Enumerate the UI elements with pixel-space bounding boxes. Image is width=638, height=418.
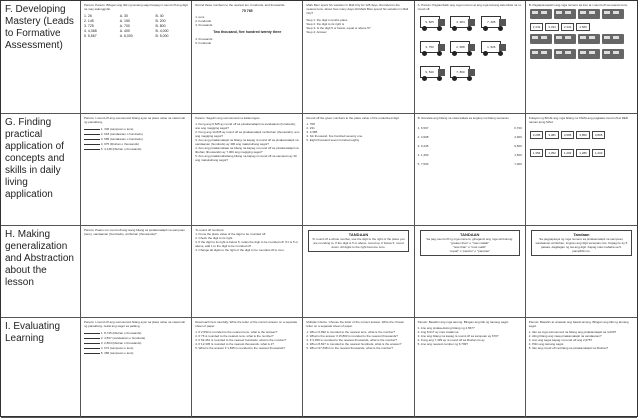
f2-caption: Two thousand, five hundred twenty three <box>213 30 282 34</box>
g-cell-3 <box>303 114 414 226</box>
row-label-f-text: F. Developing Mastery (Leads to Formative Assessment) <box>5 4 74 51</box>
g3-item: 5. Eight thousand seven hundred eighty <box>306 138 360 142</box>
g2-item: 5. Ano ang pinakamababang bilang na kapag ni-round off sa sampuan ay 30 ang makukuhang sagot? <box>195 154 297 162</box>
i5-item: 4. Piliin ang tamang sagot <box>528 342 564 346</box>
truck-label: 4, 984 <box>450 16 470 28</box>
i-cell-5 <box>526 318 637 418</box>
train-icon <box>554 49 576 59</box>
f-cell-3 <box>303 1 414 114</box>
f1-item: 5. 5,567 <box>84 34 97 38</box>
f3-step: Step 1: the digit in tenths place <box>306 18 348 22</box>
g5-value: 3,295 <box>530 131 544 139</box>
g3-intro: Round off the given numbers to the place value of the underlined digit. <box>306 116 400 120</box>
g4-right-list <box>514 126 522 171</box>
g3-item: 4. Six thousand, five hundred seventy one <box>306 134 363 138</box>
f-cell-5 <box>526 1 637 114</box>
g5-value: 3,381 <box>545 131 559 139</box>
train-icon <box>554 9 576 19</box>
truck-label: 9, 540 <box>420 66 440 78</box>
i5-intro: Panuto: Basahin at unawain ang bawat tanong. Bilugan ang titik ng tamang sagot. <box>528 320 629 328</box>
g4-left-list <box>418 126 429 171</box>
g4-right: 6,700 <box>514 126 522 130</box>
i-cell-1 <box>81 318 192 418</box>
train-row <box>529 47 634 62</box>
train-icon <box>530 9 552 19</box>
g1-item: 1. 345 (sampuan o tens) <box>100 127 134 131</box>
f2-line: 2. hundreds <box>195 19 212 23</box>
truck-label: 5, 825 <box>420 16 440 28</box>
f1-item: 1. 26 <box>84 14 92 18</box>
truck-icon <box>420 64 446 82</box>
i3-item: 1. When 6,892 is rounded to the nearest tens, what is the number? <box>306 330 396 334</box>
f1-item: 4. 4,368 <box>84 29 97 33</box>
row-label-g <box>1 114 81 226</box>
f1-items <box>84 14 188 38</box>
f1-a: A. 400 <box>119 29 130 33</box>
h2-intro: To round off numbers: <box>195 228 225 232</box>
h-cell-2 <box>192 226 303 318</box>
g1-intro: Panuto: I-round off ang sumusunod bilang ayon sa place value na nasa loob ng panaklong. <box>84 116 186 124</box>
g2-item: 1. Kung ang 9,525 ay round off sa pinakamalapit na sandaanan (hundreds), ano ang magiging sagot? <box>195 122 296 130</box>
i4-item: 3. Ano ang bilang na kapag ni-round off sa sampuan ay 670? <box>417 334 499 338</box>
i-cell-2 <box>192 318 303 418</box>
g5-value: 3,695 <box>561 131 575 139</box>
g4-left: 3. 9,445 <box>417 144 429 148</box>
g2-item: 2. Kung ang 14,845 ay round off sa pinakamalapit na libuhan (thousands), ano ang magiging sagot? <box>195 130 300 138</box>
f3-step: Step 3: Is the digit 5 or below, equal or above 5? <box>306 26 371 30</box>
i4-item: 1. Ano ang pinaka-dulong bilang ng 4,567? <box>417 326 475 330</box>
f3-intro: Mark Bien spent his vacation in Mall City for 125 days. Rounded to the nearest tens, about how many days did Mark Bien spend his vacation in Mall City? <box>306 3 409 15</box>
g3-item: 2. 231 <box>306 126 315 130</box>
g5-value: 1,233 <box>592 149 606 157</box>
i1-item: 5. 386 (sampuan o tens) <box>100 351 134 355</box>
i3-item: 5. When 97,548 is to the nearest thousands, what is the number? <box>306 346 394 350</box>
h-cell-3 <box>303 226 414 318</box>
i3-intro: Multiple Choice. Choose the letter of the correct answer. Write the chosen letter on a separate sheet of paper. <box>306 320 405 328</box>
g4-right: 9,500 <box>514 144 522 148</box>
g-cell-2 <box>192 114 303 226</box>
i1-item: 4. 672 (sampuan o tens) <box>100 346 134 350</box>
train-value: 3,333 <box>545 23 559 31</box>
tandaan-title: Tandaan <box>573 232 590 237</box>
tandaan-line: Sa pag-round off ng mga numero, ginagamit ang mga simbolong: <box>426 237 514 241</box>
i5-item: 3. Ano ang sagot kapag ni-round off ang 2,675? <box>528 338 593 342</box>
truck-icon <box>420 39 446 57</box>
f2-line: 5. hundreds <box>195 41 212 45</box>
train-value: 2,349 <box>530 23 544 31</box>
i4-item: 4. Kung ang 7,499 ay ni-round off sa libuhan ito ay <box>417 338 485 342</box>
truck-label: 2, 688 <box>450 41 470 53</box>
f4-intro: A. Panuto: Pagtambalin ang mga numero at ang mga tamang katumbas na ni-round off. <box>417 3 522 11</box>
f2-number: 75 765 <box>241 9 253 13</box>
truck-icon <box>450 39 476 57</box>
g5-value: 3,805 <box>592 131 606 139</box>
g1-item: 4. 975 (libuhan o thousands) <box>100 142 139 146</box>
train-values <box>529 22 634 32</box>
train-icon <box>578 49 600 59</box>
f1-b: B. 4,000 <box>155 29 169 33</box>
truck-label: 7, 405 <box>481 16 501 28</box>
g5-value: 1,352 <box>545 149 559 157</box>
f1-b: B. 5,000 <box>155 34 169 38</box>
g5-value: 1,286 <box>576 149 590 157</box>
i2-intro: Read each item carefully. Write the letter of the correct answer on a separate sheet of paper. <box>195 320 298 328</box>
g5-value: 1,356 <box>530 149 544 157</box>
i5-item: 2. Aling bilang ang nasa pinakamalapit na sandaanan? <box>528 334 602 338</box>
f-cell-1 <box>81 1 192 114</box>
g3-item: 3. 3,385 <box>306 130 318 134</box>
f1-a: A. 30 <box>119 14 128 18</box>
truck-icon <box>420 14 446 32</box>
row-label-f <box>1 1 81 114</box>
truck-icon <box>450 64 476 82</box>
h2-item: 1. Know the place value of the digit to be rounded off. <box>195 232 267 236</box>
f2-line: 4. thousands <box>195 37 213 41</box>
g2-item: 4. Ano ang pinakamataas na bilang na kapag ni-round off sa pinakamalapit na libuhan (thousands) ay 7,000 ang magiging sagot? <box>195 146 299 154</box>
tandaan-box <box>531 230 632 256</box>
tandaan-box <box>420 230 520 256</box>
f1-b: B. 800 <box>155 24 166 28</box>
g4-left: 1. 6,597 <box>417 126 429 130</box>
f1-a: A. 6,000 <box>119 34 133 38</box>
i1-item: 2. 4,567 (sandaanan o hundreds) <box>100 336 146 340</box>
tandaan-body: Sa pagpapasya ng mga numero sa pinakamalapit na sampuan, sandaanan at libuhan, tingnan ang digit sa kanan nito. Kapag ito ay 5 pataas, dagdagan ng isa ang digit. Kapag mas mababa sa 5, panatilihin ito. <box>535 237 628 253</box>
train-icon <box>578 34 600 44</box>
g4-right: 1,500 <box>514 153 522 157</box>
g5-value: 3,850 <box>576 131 590 139</box>
g1-item: 5. 4,148 (libuhan o thousands) <box>100 147 142 151</box>
train-icon <box>530 34 552 44</box>
g4-left: 5. 7,500 <box>417 162 429 166</box>
f1-b: B. 40 <box>155 14 164 18</box>
h2-item: 4. Change all digits to the right of the digit to be rounded off to zero. <box>195 248 285 252</box>
train-value: 2,333 <box>561 23 575 31</box>
row-label-i <box>1 318 81 418</box>
f3-step: Step 4: Answer <box>306 30 327 34</box>
truck-group <box>418 11 522 86</box>
f1-a: A. 150 <box>119 19 130 23</box>
i2-item: 4. If 12,345 is rounded to the nearest thousands, what is it? <box>195 342 274 346</box>
truck-icon <box>481 39 507 57</box>
row-label-g-text: G. Finding practical application of concepts and skills in daily living application <box>5 117 65 200</box>
truck-label: 1, 526 <box>481 41 501 53</box>
train-row <box>529 32 634 47</box>
g4-right: 4,900 <box>514 135 522 139</box>
tandaan-body: To round off a whole number, use the digit to the right of the place you are rounding to. If the digit is 5 or above, round up. If below 5, round down. All digits to the right become zero. <box>312 237 405 249</box>
train-row <box>529 7 634 22</box>
f1-item: 3. 725 <box>84 24 94 28</box>
g4-left: 2. 4,908 <box>417 135 429 139</box>
tandaan-title: TANDAAN <box>348 232 369 237</box>
train-icon <box>530 49 552 59</box>
train-icon <box>554 34 576 44</box>
train-icon <box>578 9 600 19</box>
tandaan-title: TANDAAN <box>459 232 480 237</box>
tandaan-box <box>308 230 408 252</box>
i-cell-4 <box>415 318 526 418</box>
h-cell-5 <box>526 226 637 318</box>
g-cell-4 <box>415 114 526 226</box>
f1-item: 2. 145 <box>84 19 94 23</box>
g-cell-1 <box>81 114 192 226</box>
f-cell-4 <box>415 1 526 114</box>
truck-label: 3, 750 <box>420 41 440 53</box>
f1-a: A. 700 <box>119 24 130 28</box>
train-value: 4,589 <box>576 23 590 31</box>
f2-line: 1. tens <box>195 15 205 19</box>
row-label-i-text: I. Evaluating Learning <box>5 321 61 344</box>
g2-intro: Panuto: Sagutin ang sumusunod na katanungan. <box>195 116 261 120</box>
i2-item: 2. If 76 is rounded to the nearest tens, what is the number? <box>195 334 274 338</box>
g3-item: 1. 768 <box>306 122 315 126</box>
i1-item: 1. 8,745 (libuhan o thousands) <box>100 331 142 335</box>
tandaan-line: "less than" o "mas maliit" <box>453 245 487 249</box>
g4-intro: B. Ikonekta ang bilang na nasa kaliwa sa angkop na bilang sa kanan. <box>417 116 510 120</box>
row-label-h <box>1 226 81 318</box>
i5-item: 1. Ilan sa mga sumusunod na bilang ang pinakamalapit sa 4,000? <box>528 330 617 334</box>
f5-intro: B. Pagtapat-tapatin ang mga numero sa tren at i-round off sa nearest tens. <box>528 3 628 7</box>
i3-item: 3. If 3,339 is rounded to the nearest thousands, what is the number? <box>306 338 398 342</box>
f1-b: B. 200 <box>155 19 166 23</box>
i1-intro: Panuto: I-round off ang sumusunod bilang ayon sa place value na nasa loob ng panaklong. Isulat ang sagot sa patlang. <box>84 320 186 328</box>
i3-item: 2. What is the answer if 15,803 is rounded to the nearest thousands? <box>306 334 398 338</box>
i5-item: 5. Ilan ang round off na bilang sa pinakamalapit na libuhan? <box>528 346 609 350</box>
i1-item: 3. 2,804 (libuhan o thousands) <box>100 341 142 345</box>
truck-icon <box>450 14 476 32</box>
i4-item: 5. Ano ang nearest number ng 6,799? <box>417 342 468 346</box>
i4-intro: Panuto: Basahin ang mga tanong. Bilugan ang titik ng tamang sagot. <box>417 320 509 324</box>
i-cell-3 <box>303 318 414 418</box>
f2-intro: Round these numbers to the nearest ten, hundreds, and thousands. <box>195 3 286 7</box>
g1-item: 2. 618 (sandaanan o hundreds) <box>100 132 143 136</box>
f-cell-2 <box>192 1 303 114</box>
f1-intro: Panuto: Panuto: Bilugan ang titik ng tamang sagot kapag ni-round off ang digit na may salungguhit. <box>84 3 188 11</box>
g2-item: 3. Ano ang pinakamalapit na bilang na kapag ni-round off sa pinakamalapit na sandaanan (hundreds) ay 400 ang makukuhang sagot? <box>195 138 299 146</box>
truck-label: 7, 800 <box>450 66 470 78</box>
h-cell-1 <box>81 226 192 318</box>
f2-line: 3. thousands <box>195 23 213 27</box>
h2-item: 2. Check the digit to its right. <box>195 236 234 240</box>
i2-item: 3. If 92,461 is rounded to the nearest hundreds, what is the number? <box>195 338 287 342</box>
train-icon <box>602 34 624 44</box>
f3-step: Step 2: the digit to its right is <box>306 22 345 26</box>
tandaan-line: "equal" o "pareho" o "parehas" <box>449 249 490 253</box>
g-cell-5 <box>526 114 637 226</box>
i3-item: 4. When 8,827 is rounded to the nearest hundreds, what is the answer? <box>306 342 402 346</box>
row-label-h-text: H. Making generalization and Abstraction about the lesson <box>5 229 74 288</box>
h-cell-4 <box>415 226 526 318</box>
g5-value: 1,203 <box>561 149 575 157</box>
train-icon <box>602 9 624 19</box>
g4-left: 4. 1,450 <box>417 153 429 157</box>
h1-intro: Panuto: Paano mo round off ang isang bilang sa pinakamalapit na sampuan (tens), sandaanan (hundreds), at libuhan (thousands)? <box>84 228 185 236</box>
h2-item: 3. If the digit to its right is below 5, retain the digit to be rounded off. If it is 5 or above, add 1 to the digit to be rounded off. <box>195 240 299 248</box>
tandaan-line: "greater than" o "mas malaki" <box>450 241 490 245</box>
g5-intro: Kulayan ng BLUE ang mga bilang na TAMA ang pagkaka-round off at RED naman kung MALI. <box>528 116 629 124</box>
g1-item: 3. 589 (sandaanan o hundreds) <box>100 137 143 141</box>
g4-right: 7,000 <box>514 162 522 166</box>
truck-icon <box>481 14 507 32</box>
i4-item: 2. Ang 8,917 ay mas malaki sa <box>417 330 459 334</box>
i2-item: 1. If 2,593 is rounded to the nearest tens, what is the answer? <box>195 330 278 334</box>
train-icon <box>602 49 624 59</box>
i2-item: 5. What is the answer if 1,835 is rounded to the nearest thousands? <box>195 346 286 350</box>
